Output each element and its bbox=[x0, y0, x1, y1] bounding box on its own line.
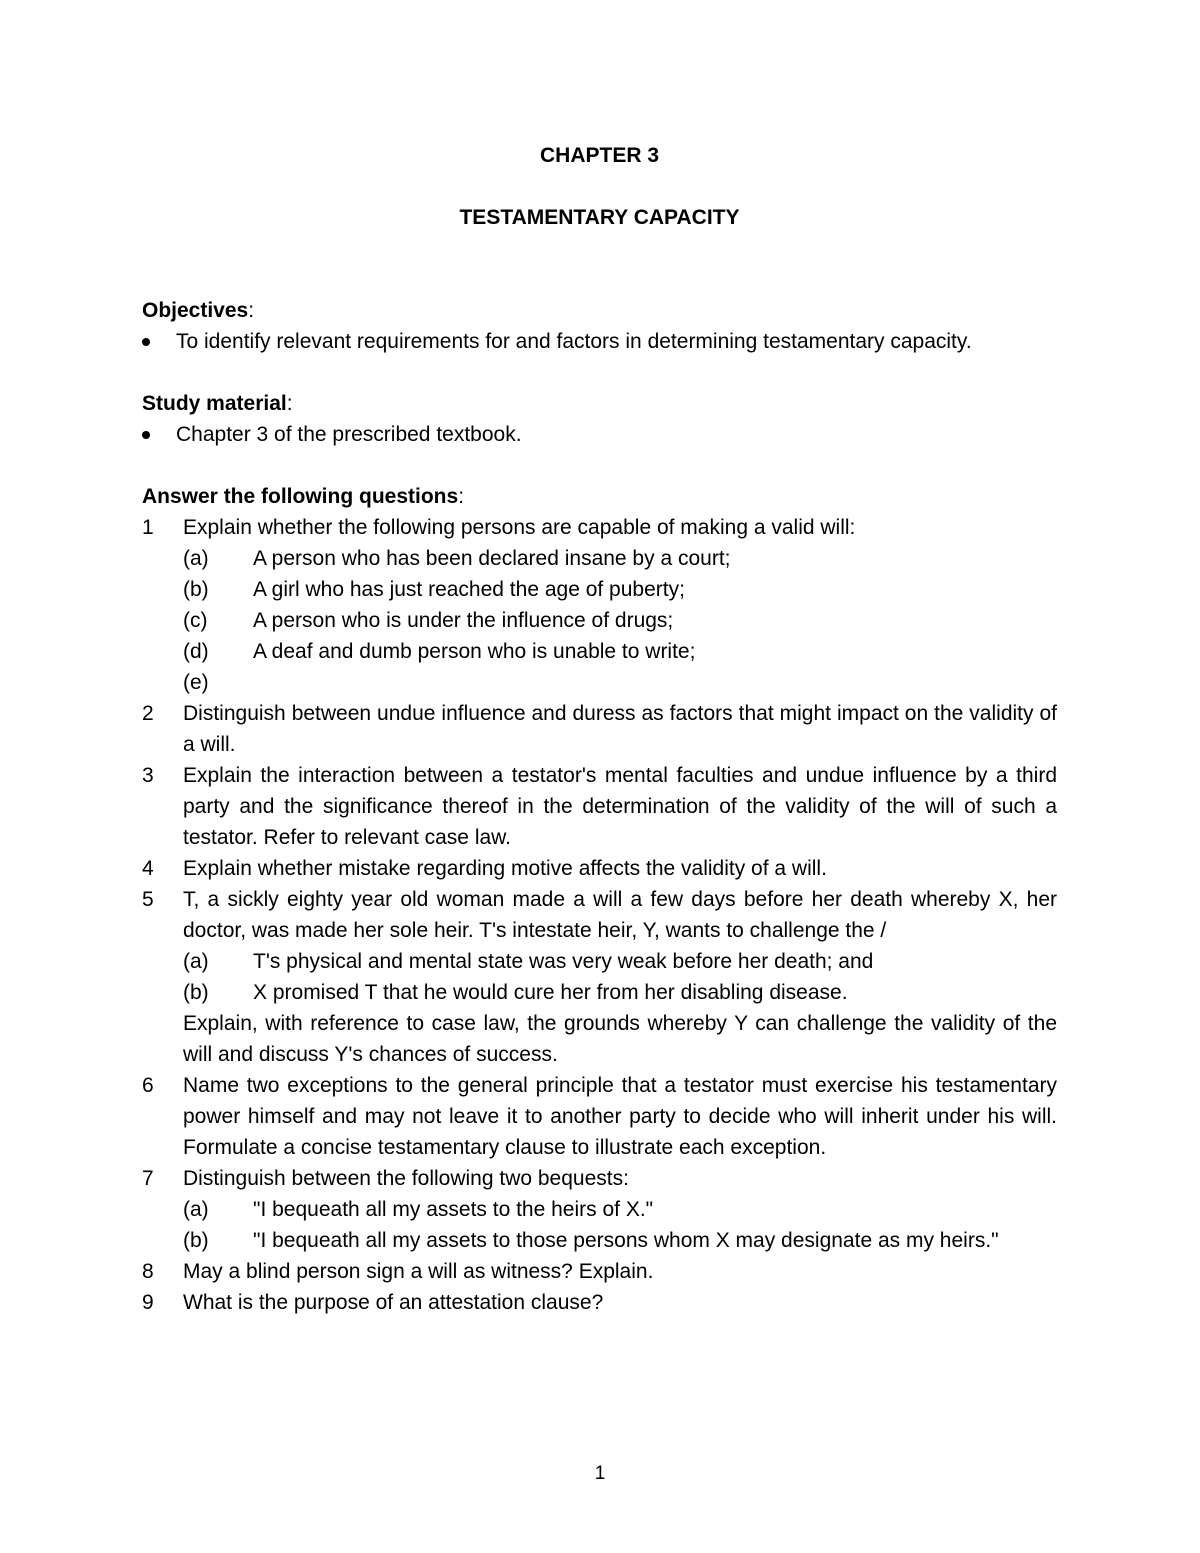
sub-label: (a) bbox=[183, 1198, 209, 1221]
question-text: T, a sickly eighty year old woman made a will a few days before her death whereby X, her doctor, was made her sole heir. T's intestate heir, Y, wants to challenge the / bbox=[183, 888, 1057, 942]
question-number: 2 bbox=[142, 702, 154, 725]
sub-label: (b) bbox=[183, 981, 209, 1004]
spacer bbox=[142, 450, 1057, 481]
sub-item bbox=[183, 636, 1057, 667]
sub-label: (a) bbox=[183, 950, 209, 973]
sub-item bbox=[183, 977, 1057, 1008]
question-number: 5 bbox=[142, 888, 154, 911]
sub-item bbox=[183, 667, 1057, 698]
objectives-heading-text: Objectives bbox=[142, 299, 249, 322]
objectives-heading: Objectives: bbox=[142, 299, 255, 322]
questions-heading: Answer the following questions: bbox=[142, 485, 465, 508]
sub-text: X promised T that he would cure her from her disabling disease. bbox=[253, 981, 848, 1004]
page-number: 1 bbox=[594, 1463, 606, 1484]
question-number: 8 bbox=[142, 1260, 154, 1283]
study-heading: Study material: bbox=[142, 392, 293, 415]
question-number: 1 bbox=[142, 516, 154, 539]
sub-item bbox=[183, 1194, 1057, 1225]
sub-text: T's physical and mental state was very weak before her death; and bbox=[253, 950, 874, 973]
study-list bbox=[142, 419, 1057, 450]
sub-item bbox=[183, 946, 1057, 977]
question-number: 7 bbox=[142, 1167, 154, 1190]
questions-heading-text: Answer the following questions bbox=[142, 485, 459, 508]
sub-label: (b) bbox=[183, 578, 209, 601]
study-text: Chapter 3 of the prescribed textbook. bbox=[176, 423, 522, 446]
question-text: May a blind person sign a will as witness? Explain. bbox=[183, 1260, 654, 1283]
objective-item bbox=[142, 326, 1057, 357]
question-text: Name two exceptions to the general principle that a testator must exercise his testamentary power himself and may not leave it to another party to decide who will inherit under his will. Formulate a concise testamentary clause to illustrate each exception. bbox=[183, 1074, 1057, 1159]
sub-label: (c) bbox=[183, 609, 208, 632]
question-3 bbox=[142, 760, 1057, 853]
sub-text: A person who is under the influence of drugs; bbox=[253, 609, 674, 632]
question-4 bbox=[142, 853, 1057, 884]
spacer bbox=[142, 357, 1057, 388]
sub-text: A person who has been declared insane by a court; bbox=[253, 547, 731, 570]
question-5 bbox=[142, 884, 1057, 1070]
sub-item bbox=[183, 1225, 1057, 1256]
question-number: 9 bbox=[142, 1291, 154, 1314]
question-number: 4 bbox=[142, 857, 154, 880]
question-text: What is the purpose of an attestation clause? bbox=[183, 1291, 604, 1314]
objectives-list bbox=[142, 326, 1057, 357]
chapter-title: TESTAMENTARY CAPACITY bbox=[459, 206, 740, 229]
sub-item bbox=[183, 574, 1057, 605]
sub-label: (d) bbox=[183, 640, 209, 663]
question-1 bbox=[142, 512, 1057, 698]
question-text: Explain whether the following persons are capable of making a valid will: bbox=[183, 516, 856, 539]
sub-label: (e) bbox=[183, 671, 209, 694]
sub-label: (a) bbox=[183, 547, 209, 570]
sub-text: "I bequeath all my assets to those persons whom X may designate as my heirs." bbox=[253, 1229, 999, 1252]
bullet-icon bbox=[142, 338, 150, 346]
question-number: 3 bbox=[142, 764, 154, 787]
question-text: Explain whether mistake regarding motive affects the validity of a will. bbox=[183, 857, 827, 880]
sub-item bbox=[183, 543, 1057, 574]
question-2 bbox=[142, 698, 1057, 760]
question-text: Explain the interaction between a testator's mental faculties and undue influence by a third party and the significance thereof in the determination of the validity of the will of such a testator. Refer to relevant case law. bbox=[183, 764, 1057, 849]
question-9 bbox=[142, 1287, 1057, 1318]
question-text: Distinguish between undue influence and duress as factors that might impact on the validity of a will. bbox=[183, 702, 1057, 756]
question-number: 6 bbox=[142, 1074, 154, 1097]
question-7 bbox=[142, 1163, 1057, 1256]
sub-label: (b) bbox=[183, 1229, 209, 1252]
objective-text: To identify relevant requirements for and factors in determining testamentary capacity. bbox=[176, 330, 972, 353]
question-text: Distinguish between the following two bequests: bbox=[183, 1167, 629, 1190]
question-6 bbox=[142, 1070, 1057, 1163]
study-heading-text: Study material bbox=[142, 392, 287, 415]
chapter-heading: CHAPTER 3 bbox=[539, 144, 660, 167]
study-item bbox=[142, 419, 1057, 450]
question-followup-text: Explain, with reference to case law, the grounds whereby Y can challenge the validity of the will and discuss Y's chances of success. bbox=[183, 1012, 1057, 1066]
sub-item bbox=[183, 605, 1057, 636]
sub-text: A deaf and dumb person who is unable to write; bbox=[253, 640, 696, 663]
sub-text: A girl who has just reached the age of puberty; bbox=[253, 578, 685, 601]
spacer bbox=[142, 233, 1057, 295]
document-page bbox=[142, 140, 1057, 1318]
bullet-icon bbox=[142, 431, 150, 439]
sub-text: "I bequeath all my assets to the heirs of X." bbox=[253, 1198, 654, 1221]
question-8 bbox=[142, 1256, 1057, 1287]
